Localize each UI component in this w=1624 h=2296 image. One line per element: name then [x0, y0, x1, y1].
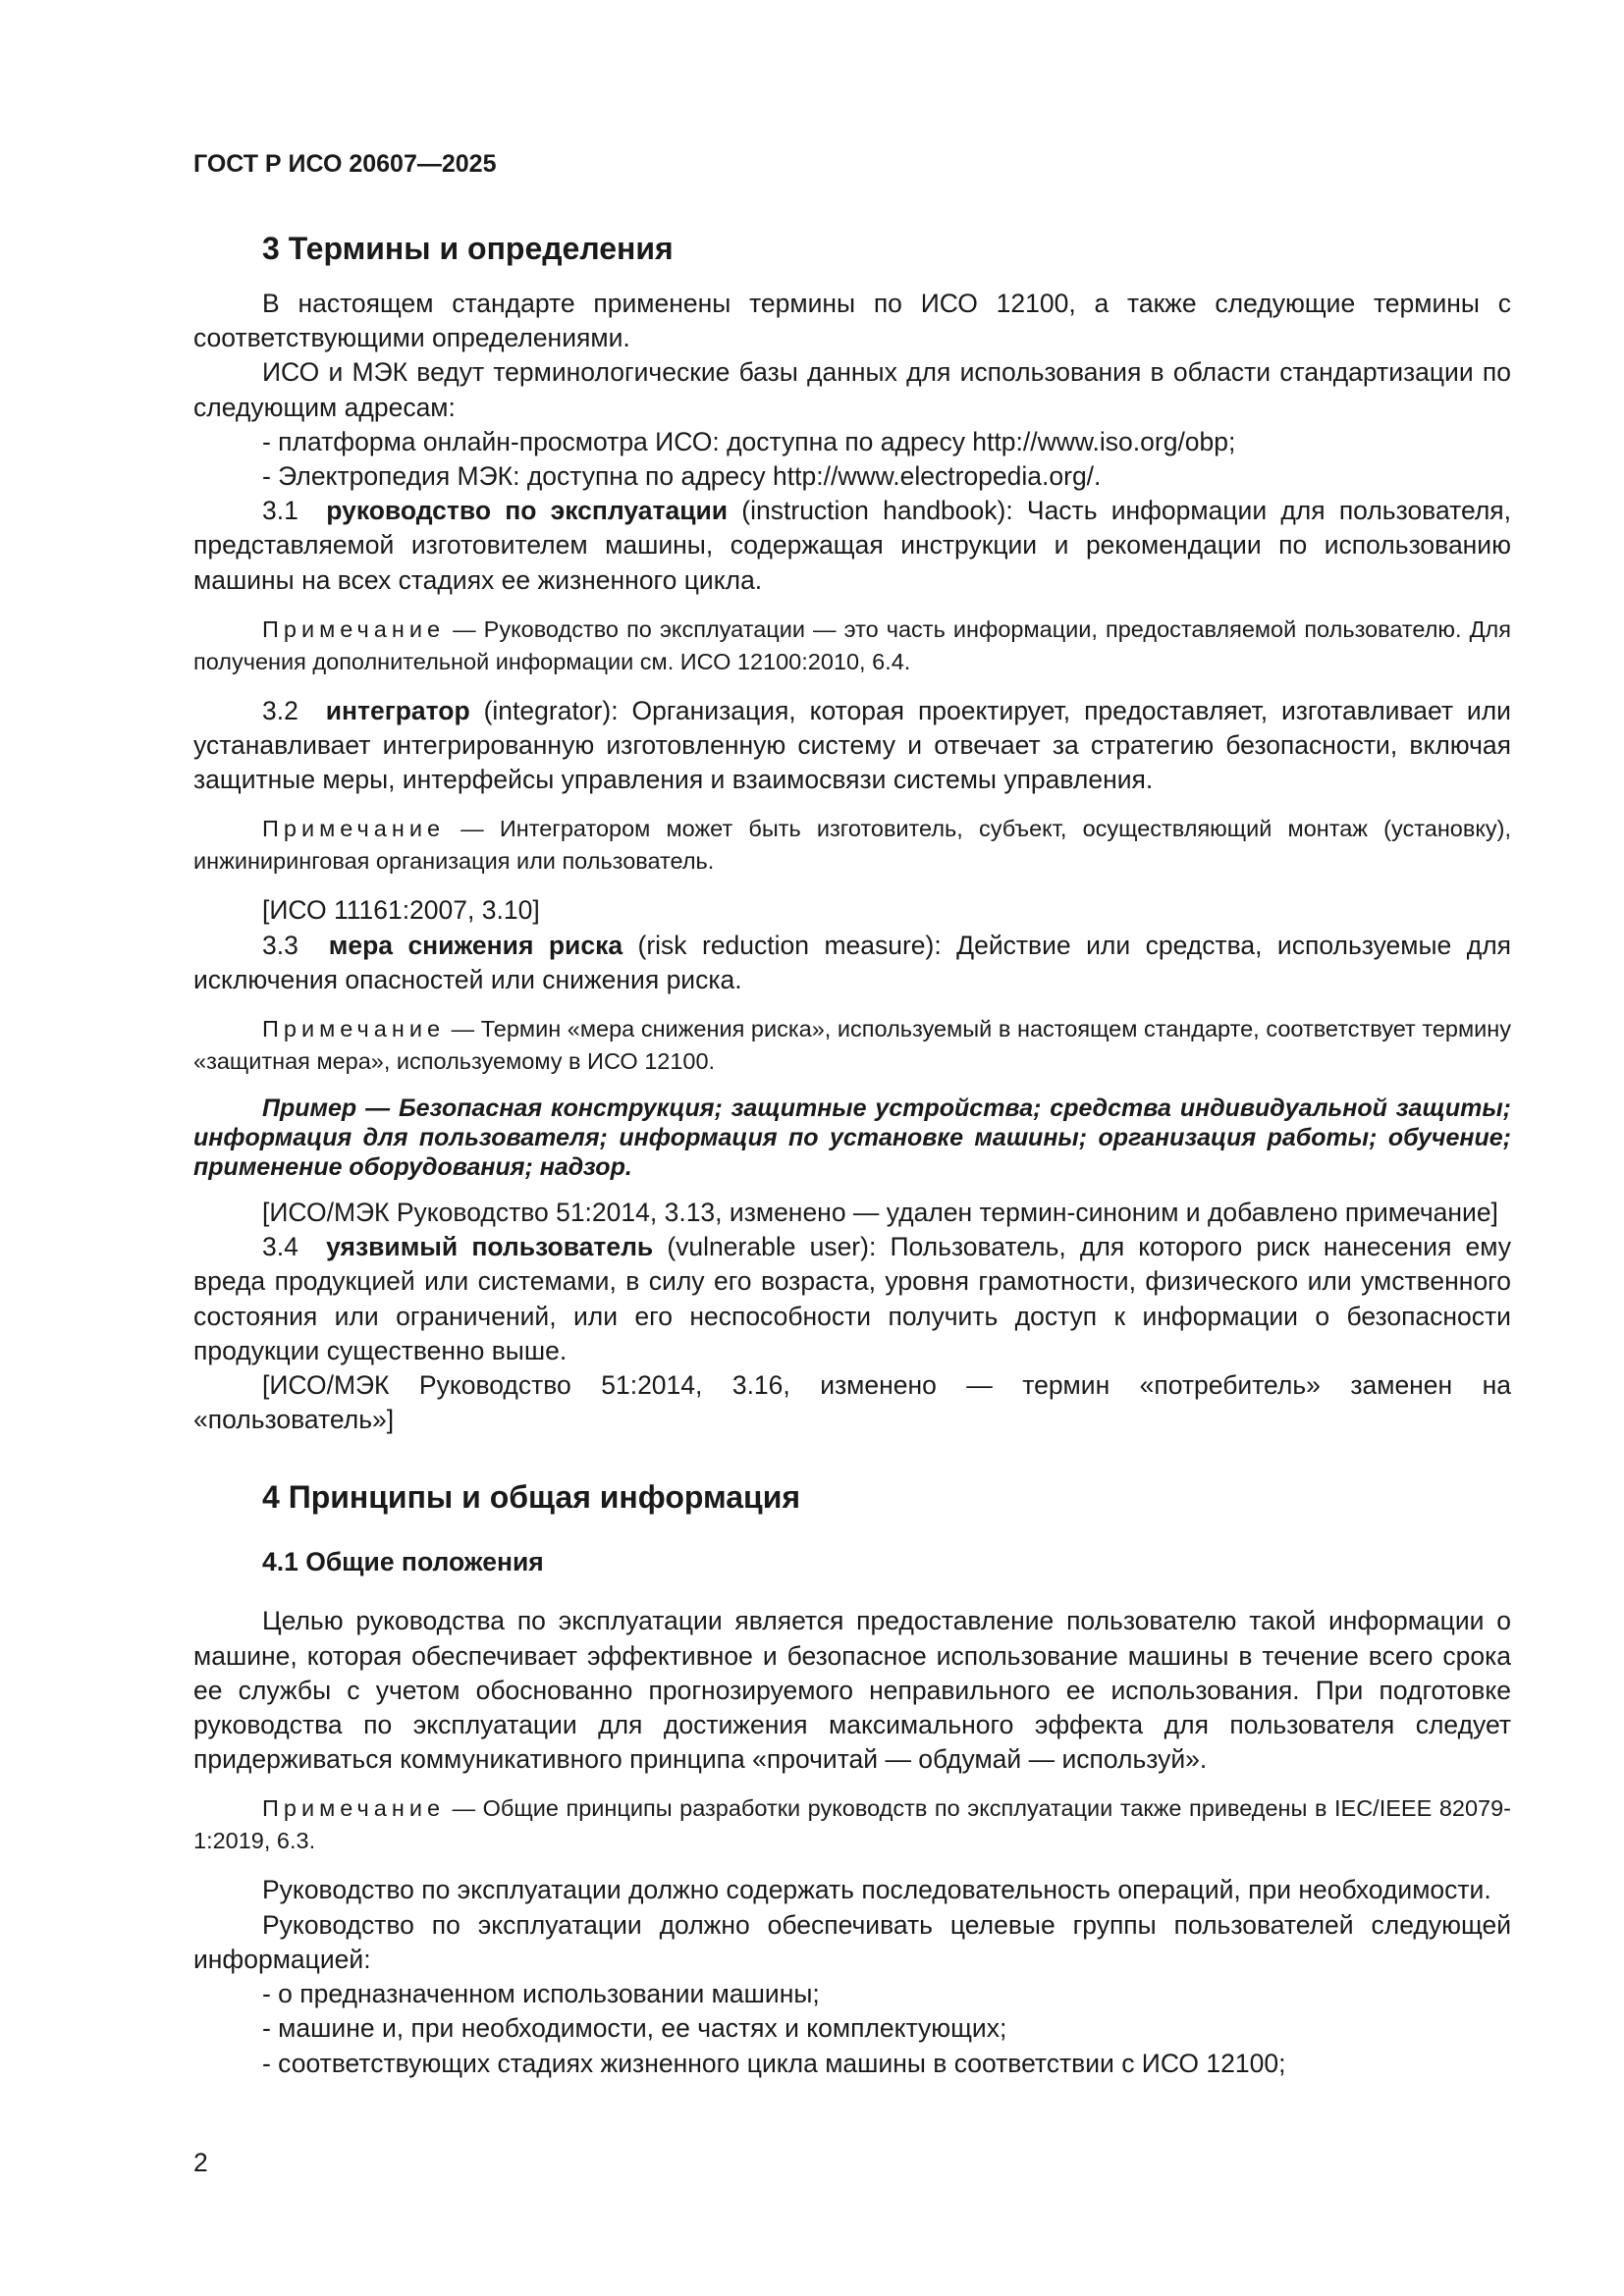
list-item: - платформа онлайн-просмотра ИСО: доступна по адресу http://www.iso.org/obp;	[262, 426, 1236, 456]
source-reference: [ИСО/МЭК Руководство 51:2014, 3.13, изменено — удален термин-синоним и добавлено примечание]	[262, 1198, 1498, 1228]
list-item: - соответствующих стадиях жизненного цикла машины в соответствии с ИСО 12100;	[262, 2048, 1286, 2078]
note	[193, 614, 1511, 678]
term-definition: (instruction handbook): Часть информации для пользователя, представляемой изготовителем машины, содержащая инструкции и рекомендации по использованию машины на всех стадиях ее жизненного цикла.	[193, 496, 1511, 595]
page-number: 2	[193, 2148, 208, 2177]
note	[193, 1792, 1511, 1857]
note-text: — Руководство по эксплуатации — это часть информации, предоставляемой пользователю. Для получения дополнительной информации см. ИСО 12100:2010, 6.4.	[193, 615, 1511, 674]
term-name: мера снижения риска	[328, 930, 623, 960]
note	[193, 1013, 1511, 1078]
term-number: 3.1	[262, 496, 298, 526]
term-definition: (risk reduction measure): Действие или средства, используемые для исключения опасностей или снижения риска.	[193, 930, 1512, 994]
term-definition: (vulnerable user): Пользователь, для которого риск нанесения ему вреда продукцией или системами, в силу его возраста, уровня грамотности, физического или умственного состояния или ограничений, или его неспособности получить доступ к информации о безопасности продукции существенно выше.	[193, 1232, 1511, 1365]
paragraph: ИСО и МЭК ведут терминологические базы данных для использования в области стандартизации по следующим адресам:	[193, 357, 1511, 422]
term-name: интегратор	[325, 695, 470, 725]
note-label: Примечание	[262, 615, 446, 642]
term-number: 3.3	[262, 930, 298, 960]
running-header: ГОСТ Р ИСО 20607—2025	[193, 150, 497, 178]
term-3-3	[193, 929, 1511, 997]
list-item: - Электропедия МЭК: доступна по адресу http://www.electropedia.org/.	[262, 461, 1102, 492]
paragraph: Целью руководства по эксплуатации является предоставление пользователю такой информации о машине, которая обеспечивает эффективное и безопасное использование машины в течение всего срока ее службы с учетом обоснованно прогнозируемого неправильного ее использования. При подготовке руководства по эксплуатации для достижения максимального эффекта для пользователя следует придерживаться коммуникативного принципа «прочитай — обдумай — используй».	[193, 1606, 1511, 1775]
note-label: Примечание	[262, 1795, 446, 1822]
term-3-4	[193, 1230, 1511, 1368]
term-name: уязвимый пользователь	[326, 1232, 654, 1262]
page-content	[193, 149, 1511, 2081]
section-4-title: 4 Принципы и общая информация	[262, 1479, 801, 1516]
example: Пример — Безопасная конструкция; защитные устройства; средства индивидуальной защиты; информация для пользователя; информация по установке машины; организация работы; обучение; применение оборудования; надзор.	[193, 1095, 1511, 1182]
term-number: 3.4	[262, 1232, 298, 1262]
term-definition: (integrator): Организация, которая проектирует, предоставляет, изготавливает или устанавливает интегрированную изготовленную систему и отвечает за стратегию безопасности, включая защитные меры, интерфейсы управления и взаимосвязи системы управления.	[193, 695, 1511, 795]
note-text: — Интегратором может быть изготовитель, субъект, осуществляющий монтаж (установку), инжиниринговая организация или пользователь.	[193, 816, 1511, 875]
term-3-2	[193, 694, 1511, 798]
section-3-title: 3 Термины и определения	[262, 231, 674, 266]
term-number: 3.2	[262, 695, 298, 725]
term-3-1	[193, 494, 1511, 598]
paragraph: В настоящем стандарте применены термины по ИСО 12100, а также следующие термины с соответствующими определениями.	[193, 289, 1511, 353]
note-text: — Общие принципы разработки руководств по эксплуатации также приведены в IEC/IEEE 82079-1:2019, 6.3.	[193, 1795, 1511, 1854]
note-label: Примечание	[262, 816, 446, 842]
list-item: - машине и, при необходимости, ее частях и комплектующих;	[262, 2013, 1007, 2044]
subsection-4-1-title: 4.1 Общие положения	[262, 1547, 544, 1577]
paragraph: Руководство по эксплуатации должно обеспечивать целевые группы пользователей следующей информацией:	[193, 1909, 1511, 1974]
note-text: — Термин «мера снижения риска», используемый в настоящем стандарте, соответствует термину «защитная мера», используемому в ИСО 12100.	[193, 1016, 1511, 1075]
source-reference: [ИСО/МЭК Руководство 51:2014, 3.16, изменено — термин «потребитель» заменен на «пользователь»]	[193, 1370, 1511, 1435]
note-label: Примечание	[262, 1016, 446, 1042]
paragraph: Руководство по эксплуатации должно содержать последовательность операций, при необходимости.	[262, 1875, 1491, 1905]
list-item: - о предназначенном использовании машины;	[262, 1979, 820, 2009]
note	[193, 813, 1511, 878]
term-name: руководство по эксплуатации	[326, 496, 729, 526]
source-reference: [ИСО 11161:2007, 3.10]	[262, 895, 540, 926]
